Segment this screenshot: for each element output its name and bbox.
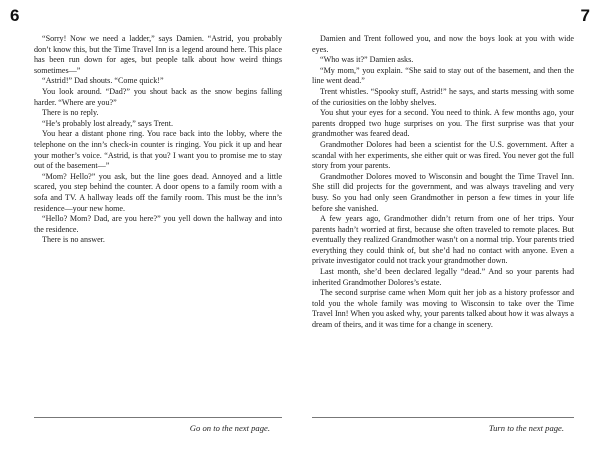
paragraph: You hear a distant phone ring. You race back into the lobby, where the telephone on the inn’s check-in counter is ringing. You pick it up and hear your mother’s voice. “Astrid, is that you? I want you to promise me to stay out of the basement—” (34, 129, 282, 171)
paragraph: A few years ago, Grandmother didn’t return from one of her trips. Your parents hadn’t worried at first, because she often traveled to remote places. But eventually they realized Grandmother wasn’t on a normal trip. Your parents tried everything they could think of, but she’d had no contact with anyone. Even a private investigator could not track your grandmother down. (312, 214, 574, 266)
page-number: 6 (10, 6, 20, 25)
paragraph: Damien and Trent followed you, and now the boys look at you with wide eyes. (312, 34, 574, 54)
paragraph: “He’s probably lost already,” says Trent. (42, 118, 173, 128)
page-footer: Go on to the next page. (189, 423, 270, 433)
paragraph: You shut your eyes for a second. You need to think. A few months ago, your parents dropped two huge surprises on you. The first surprise was that your grandmother was feared dead. (312, 108, 574, 139)
page-number: 7 (580, 6, 590, 25)
paragraph: “Sorry! Now we need a ladder,” says Damien. “Astrid, you probably don’t know this, but the Time Travel Inn is a legend around here. This place has been run down for ages, but people talk about how weird things sometimes—” (34, 34, 282, 75)
paragraph: Last month, she’d been declared legally “dead.” And so your parents had inherited Grandmother Dolores’s estate. (312, 267, 574, 287)
paragraph: There is no reply. (42, 108, 99, 118)
paragraph: The second surprise came when Mom quit her job as a history professor and told you the whole family was moving to Wisconsin to take over the Time Travel Inn! When you asked why, your parents talked about how it was always a dream of theirs, and it was time for a change in scenery. (312, 288, 574, 330)
footer-divider (34, 417, 282, 418)
paragraph: “Astrid!” Dad shouts. “Come quick!” (42, 76, 164, 86)
paragraph: Grandmother Dolores had been a scientist for the U.S. government. After a scandal with her experiments, she either quit or was fired. You never got the full story from your parents. (312, 139, 574, 171)
right-page (300, 0, 600, 450)
page-body (312, 34, 574, 331)
paragraph: “Mom? Hello?” you ask, but the line goes dead. Annoyed and a little scared, you step behind the counter. A door opens to a family room with a sofa and TV. A hallway leads off the family room. This must be the inn’s residence—your new home. (34, 171, 282, 213)
paragraph: “Hello? Mom? Dad, are you here?” you yell down the hallway and into the residence. (34, 214, 282, 234)
paragraph: There is no answer. (42, 235, 105, 245)
paragraph: You look around. “Dad?” you shout back as the snow begins falling harder. “Where are you?” (34, 86, 282, 107)
paragraph: “Who was it?” Damien asks. (320, 55, 414, 65)
footer-divider (312, 417, 574, 418)
paragraph: “My mom,” you explain. “She said to stay out of the basement, and then the line went dead.” (312, 65, 574, 86)
paragraph: Grandmother Dolores moved to Wisconsin and bought the Time Travel Inn. She still did projects for the government, and was always traveling and very busy. So you had only seen Grandmother in person a few times in your life before she vanished. (312, 171, 574, 213)
paragraph: Trent whistles. “Spooky stuff, Astrid!” he says, and starts messing with some of the curiosities on the lobby shelves. (312, 86, 574, 107)
page-footer: Turn to the next page. (488, 423, 564, 433)
page-body (34, 34, 282, 246)
